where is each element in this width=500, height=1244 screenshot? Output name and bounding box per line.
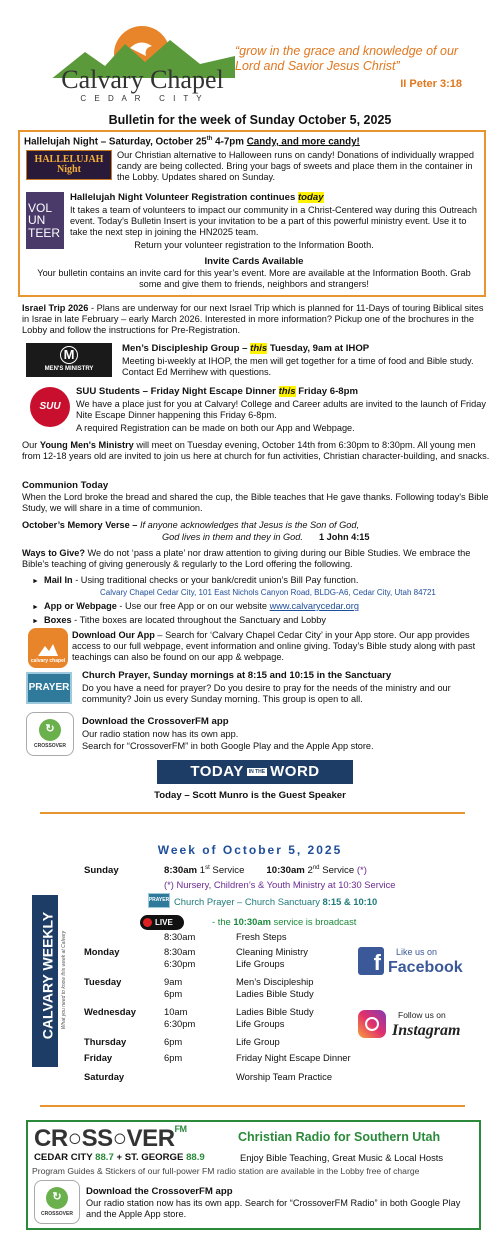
schedule-day: Tuesday [84, 976, 122, 987]
calvary-weekly-title: CALVARY WEEKLY [39, 911, 56, 1040]
header-quote: “grow in the grace and knowledge of our Lord and Savior Jesus Christ” [235, 44, 459, 73]
live-badge: LIVE [140, 915, 184, 930]
volunteer-body2: Return your volunteer registration to the Information Booth. [134, 240, 374, 250]
calvary-app-icon[interactable]: calvary chapel [28, 628, 68, 668]
crossover-footer-app-title: Download the CrossoverFM app [86, 1186, 233, 1197]
nursery-note: (*) Nursery, Children’s & Youth Ministry at 10:30 Service [164, 879, 396, 890]
schedule-time: 8:30am [164, 946, 196, 957]
live-broadcast-text: - the 10:30am service is broadcast [212, 916, 357, 927]
hallelujah-title: Hallelujah Night – Saturday, October 25th 4-7pm Candy, and more candy! [24, 136, 360, 148]
fresh-steps-time: 8:30am [164, 931, 196, 942]
memory-verse: October’s Memory Verse – If anyone acknowledges that Jesus is the Son of God, [22, 520, 360, 530]
suu-thunderbird-image: SUU [30, 387, 70, 427]
divider [40, 812, 465, 814]
give-address: Calvary Chapel Cedar City, 101 East Nichols Canyon Road, BLDG-A6, Cedar City, Utah 84721 [100, 588, 436, 597]
crossover-tagline: Christian Radio for Southern Utah [238, 1130, 441, 1144]
fresh-steps-event: Fresh Steps [236, 931, 287, 942]
suu-title: SUU Students – Friday Night Escape Dinner this Friday 6-8pm [76, 386, 359, 397]
schedule-day: Wednesday [84, 1006, 136, 1017]
crossover-app-icon[interactable]: ↻ CROSSOVER [26, 712, 74, 756]
live-dot-icon [143, 918, 152, 927]
divider-2 [40, 1105, 465, 1107]
church-prayer-line: Church Prayer – Church Sanctuary 8:15 & 10:10 [174, 896, 378, 907]
memory-verse-line2: God lives in them and they in God. 1 John 4:15 [162, 532, 370, 542]
today-in-the-word-banner: TODAY IN THE WORD [157, 760, 353, 784]
israel-trip: Israel Trip 2026 - Plans are underway for our next Israel Trip which is planned for 11-Days of touring Biblical sites in Israe in late February – early March 2026. Interested in more information? Pickup one of the brochures in the Lobby and follow the instructions for Pre-Registration. [22, 303, 484, 336]
schedule-event: Life Group [236, 1036, 280, 1047]
schedule-time: 6:30pm [164, 958, 196, 969]
guest-speaker: Today – Scott Munro is the Guest Speaker [154, 790, 346, 801]
logo [50, 18, 235, 104]
hallelujah-night-image: HALLELUJAH Night [26, 150, 112, 180]
bulletin-title: Bulletin for the week of Sunday October 5, 2025 [108, 113, 392, 127]
give-boxes: ► Boxes - Tithe boxes are located throughout the Sanctuary and Lobby [32, 615, 326, 625]
logo-name: Calvary Chapel [61, 65, 224, 94]
mens-ministry-image: M MEN'S MINISTRY [26, 343, 112, 377]
facebook-badge[interactable] [358, 945, 462, 979]
crossover-frequencies: CEDAR CITY 88.7 + ST. GEORGE 88.9 [34, 1152, 205, 1163]
schedule-time: 10am [164, 1006, 188, 1017]
calvary-weekly-sidebar [32, 895, 58, 1067]
schedule-event: Worship Team Practice [236, 1071, 333, 1082]
schedule-event: Life Groups [236, 958, 285, 969]
crossover-footer-app-icon[interactable]: ↻ CROSSOVER [34, 1180, 80, 1224]
sunday-services: 8:30am 1st Service 10:30am 2nd Service (*) [164, 865, 367, 877]
sunday-day: Sunday [84, 865, 119, 876]
volunteer-body: It takes a team of volunteers to impact our community in a Christ-Centered way during this Outreach event. Today’s Bulletin Insert is your invitation to be a part of this powerful ministry event. Use it to take the next step in joining the HN2025 team. [70, 205, 477, 238]
header-quote-ref: II Peter 3:18 [400, 78, 462, 90]
facebook-icon: f [358, 947, 384, 975]
crossover-program: Program Guides & Stickers of our full-power FM radio station are available in the Lobby free of charge [32, 1166, 420, 1176]
schedule-event: Life Groups [236, 1018, 285, 1029]
follow-us-text: Follow us on [398, 1010, 446, 1020]
schedule-event: Men’s Discipleship [236, 976, 314, 987]
instagram-icon [358, 1010, 386, 1038]
invite-body: Your bulletin contains an invite card for this year’s event. More are available at the Information Booth. Grab some and give them to friends, neighbors and strangers! [37, 268, 471, 290]
schedule-day: Monday [84, 946, 120, 957]
crossover-footer-app-body: Our radio station now has its own app. Search for “CrossoverFM Radio” in both Google Play and the Apple App store. [86, 1198, 461, 1220]
mountain-icon [38, 642, 58, 656]
prayer-badge-image: PRAYER [26, 672, 72, 704]
instagram-badge[interactable] [358, 1008, 462, 1042]
schedule-day: Thursday [84, 1036, 127, 1047]
calvary-weekly-sub: What you need to know this week at Calvary [60, 930, 67, 1030]
crossover-enjoy: Enjoy Bible Teaching, Great Music & Local Hosts [240, 1152, 444, 1163]
weekly-heading: Week of October 5, 2025 [157, 843, 343, 857]
schedule-time: 6pm [164, 1036, 183, 1047]
schedule-event: Ladies Bible Study [236, 1006, 314, 1017]
schedule-event: Cleaning Ministry [236, 946, 308, 957]
prayer-body: Do you have a need for prayer? Do you desire to pray for the needs of the ministry and our community? Join us every Sunday morning. This group is open to all. [82, 683, 451, 705]
schedule-event: Friday Night Escape Dinner [236, 1052, 351, 1063]
prayer-title: Church Prayer, Sunday mornings at 8:15 and 10:15 in the Sanctuary [82, 670, 392, 681]
schedule-time: 6pm [164, 988, 183, 999]
young-mens-ministry: Our Young Men's Ministry will meet on Tuesday evening, October 14th from 6:30pm to 8:30pm. All young men from 12-18 years old are invited to join us here at church for fun activities, Christian character-building, and snacks. [22, 440, 490, 462]
schedule-time: 9am [164, 976, 183, 987]
communion-title: Communion Today [22, 480, 109, 491]
crossover-app-body: Our radio station now has its own app. [82, 729, 239, 739]
website-link[interactable]: www.calvarycedar.org [269, 601, 359, 611]
schedule-day: Saturday [84, 1071, 125, 1082]
crossover-app-title: Download the CrossoverFM app [82, 716, 229, 727]
logo-sub: C E D A R C I T Y [80, 94, 205, 103]
communion-body: When the Lord broke the bread and shared the cup, the Bible teaches that He gave thanks. Following today's Bible Study, we will share in a time of communion. [22, 492, 489, 514]
ways-to-give: Ways to Give? We do not ‘pass a plate’ nor draw attention to giving during our Bible Studies. We embrace the Bible’s teaching of giving generously & regularly to the Lord offering the following. [22, 548, 471, 570]
instagram-text: Instagram [392, 1022, 461, 1039]
mens-body: Meeting bi-weekly at IHOP, the men will get together for a time of food and Bible study. Contact Ed Merrihew with questions. [122, 356, 474, 378]
download-app: Download Our App – Search for ‘Calvary Chapel Cedar City’ in your App store. Our app provides access to our full webpage, event information and online giving. Today’s Bible study along with past teachings can also be found on our app & webpage. [72, 630, 476, 663]
crossover-logo: $CR○SS○VER^{FM}$ [34, 1124, 187, 1152]
schedule-event: Ladies Bible Study [236, 988, 314, 999]
suu-body: We have a place just for you at Calvary! College and Career adults are invited to the launch of Friday Nite Escape Dinner happening this Friday 6-8pm. [76, 399, 486, 421]
schedule-time: 6pm [164, 1052, 183, 1063]
volunteer-title: Hallelujah Night Volunteer Registration continues today [70, 192, 324, 203]
give-app: ► App or Webpage - Use our free App or on our website www.calvarycedar.org [32, 601, 359, 611]
facebook-text: Facebook [388, 959, 463, 976]
suu-body2: A required Registration can be made on both our App and Webpage. [76, 423, 355, 433]
hallelujah-body: Our Christian alternative to Halloween runs on candy! Donations of individually wrapped candy are being collected. Bring your bags of sweets and place them in the container in the Lobby. Updates shared on Sunday. [117, 150, 474, 183]
volunteer-image: VOL UN TEER [26, 192, 64, 249]
schedule-time: 6:30pm [164, 1018, 196, 1029]
invite-title: Invite Cards Available [204, 256, 304, 267]
give-mail: ► Mail In - Using traditional checks or your bank/credit union’s Bill Pay function. [32, 575, 359, 585]
like-us-text: Like us on [396, 947, 438, 957]
schedule-day: Friday [84, 1052, 113, 1063]
crossover-app-body2: Search for “CrossoverFM” in both Google Play and the Apple App store. [82, 741, 374, 751]
prayer-small-badge: PRAYER [148, 893, 170, 908]
mens-title: Men’s Discipleship Group – this Tuesday, 9am at IHOP [122, 343, 370, 354]
